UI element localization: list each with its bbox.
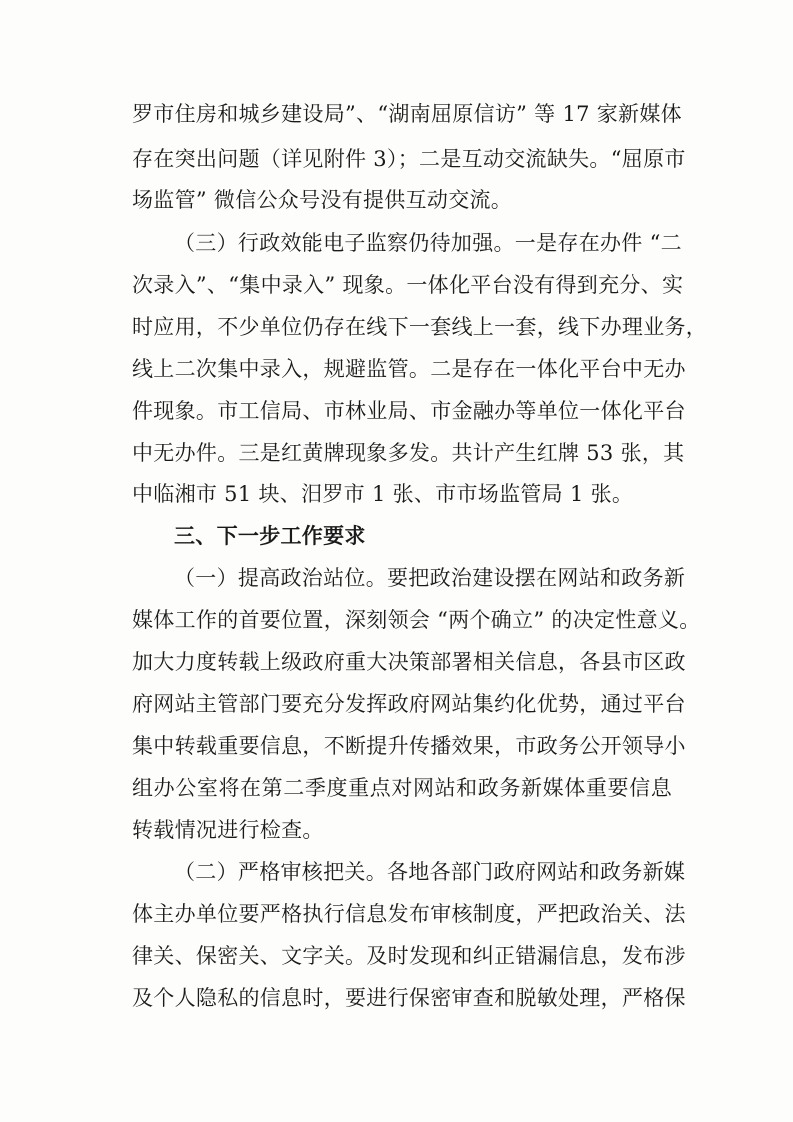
text-line: 转载情况进行检查。 (132, 818, 324, 842)
text-line: （三）行政效能电子监察仍待加强。一是存在办件 “二 (174, 231, 682, 255)
text-line: 罗市住房和城乡建设局”、“湖南屈原信访” 等 17 家新媒体 (132, 102, 682, 126)
text-line: 加大力度转载上级政府重大决策部署相关信息，各县市区政 (132, 650, 686, 674)
text-line: （二）严格审核把关。各地各部门政府网站和政务新媒 (174, 860, 686, 884)
text-line: 件现象。市工信局、市林业局、市金融办等单位一体化平台 (132, 399, 686, 423)
text-line: 媒体工作的首要位置，深刻领会 “两个确立” 的决定性意义。 (132, 608, 701, 632)
text-line: 中临湘市 51 块、汨罗市 1 张、市市场监管局 1 张。 (132, 482, 634, 506)
text-line: 及个人隐私的信息时，要进行保密审查和脱敏处理，严格保 (132, 986, 686, 1010)
text-line: 集中转载重要信息，不断提升传播效果，市政务公开领导小 (132, 734, 686, 758)
text-line: 场监管” 微信公众号没有提供互动交流。 (132, 188, 513, 212)
text-line: 线上二次集中录入，规避监管。二是存在一体化平台中无办 (132, 357, 686, 381)
text-line: 中无办件。三是红黄牌现象多发。共计产生红牌 53 张，其 (132, 441, 685, 465)
text-line: （一）提高政治站位。要把政治建设摆在网站和政务新 (174, 566, 686, 590)
text-line: 时应用，不少单位仍存在线下一套线上一套，线下办理业务， (132, 315, 708, 339)
section-heading: 三、下一步工作要求 (174, 524, 366, 548)
text-line: 存在突出问题（详见附件 3）；二是互动交流缺失。“屈原市 (132, 147, 686, 171)
text-line: 体主办单位要严格执行信息发布审核制度，严把政治关、法 (132, 902, 686, 926)
text-line: 律关、保密关、文字关。及时发现和纠正错漏信息，发布涉 (132, 944, 686, 968)
text-line: 府网站主管部门要充分发挥政府网站集约化优势，通过平台 (132, 692, 686, 716)
text-line: 次录入”、“集中录入” 现象。一体化平台没有得到充分、实 (132, 273, 684, 297)
text-line: 组办公室将在第二季度重点对网站和政务新媒体重要信息 (132, 776, 672, 800)
